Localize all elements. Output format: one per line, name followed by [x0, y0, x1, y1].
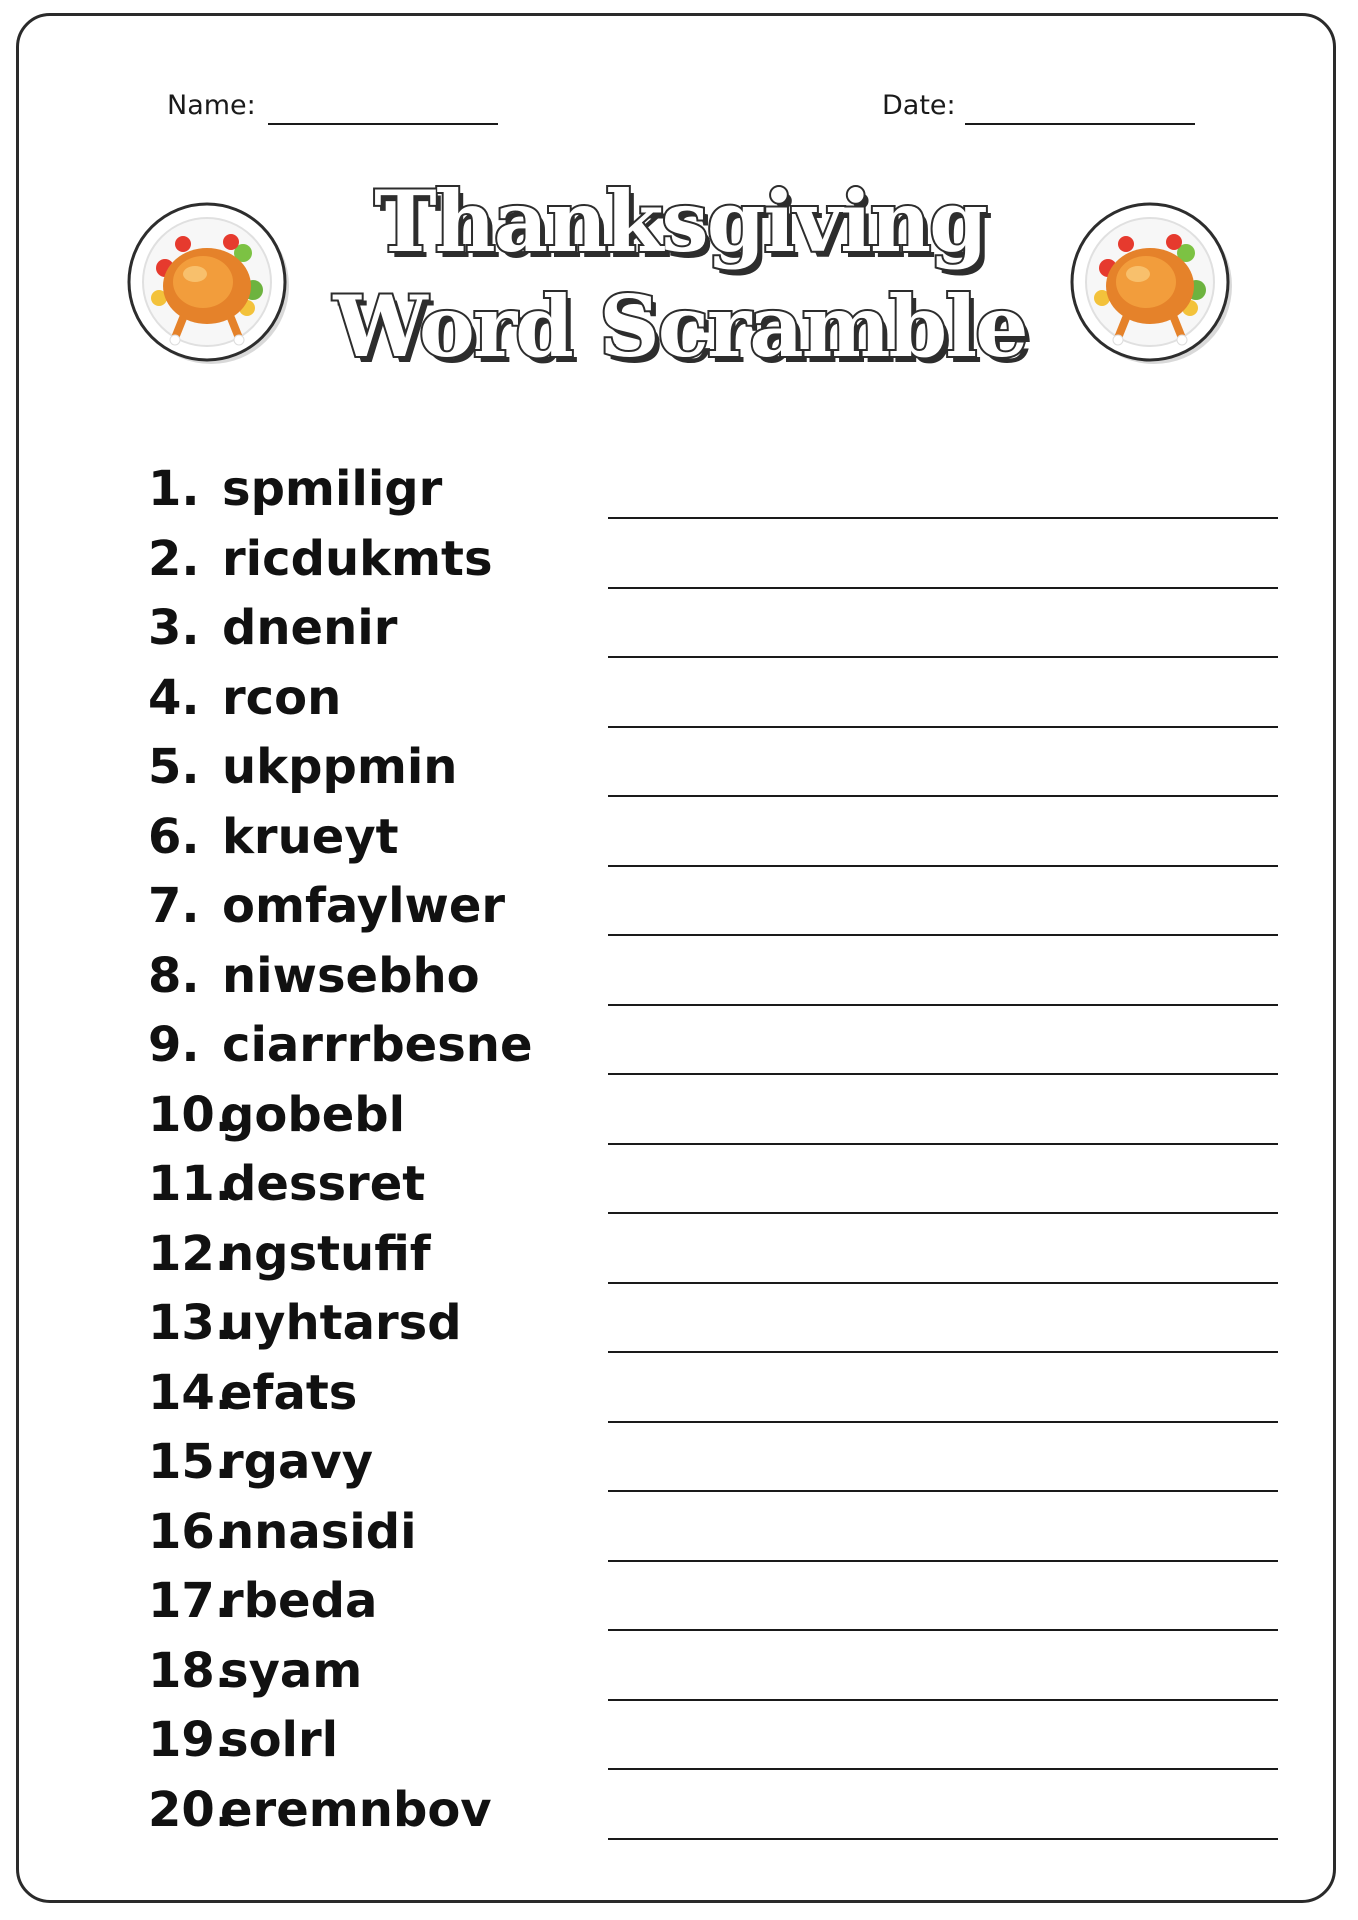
answer-line[interactable] — [608, 1838, 1278, 1840]
scrambled-word: ricdukmts — [222, 530, 493, 587]
scrambled-word: syam — [220, 1642, 363, 1699]
scrambled-word: efats — [220, 1364, 358, 1421]
list-item — [148, 876, 506, 936]
item-number: 7. — [148, 878, 200, 934]
scrambled-word: dessret — [222, 1156, 426, 1212]
item-number: 19. — [148, 1712, 234, 1768]
item-number: 5. — [148, 739, 200, 795]
answer-line[interactable] — [608, 865, 1278, 867]
date-label: Date: — [882, 90, 956, 121]
answer-line[interactable] — [608, 795, 1278, 797]
item-number: 20. — [148, 1781, 234, 1838]
list-item — [148, 668, 342, 728]
item-number: 11. — [148, 1156, 234, 1212]
scrambled-word: krueyt — [222, 808, 399, 865]
list-item — [148, 1641, 363, 1701]
name-field[interactable] — [268, 123, 498, 125]
list-item — [148, 1571, 378, 1631]
scrambled-word: rbeda — [220, 1573, 378, 1629]
list-item — [148, 1293, 462, 1353]
answer-line[interactable] — [608, 726, 1278, 728]
item-number: 3. — [148, 600, 200, 656]
item-number: 15. — [148, 1434, 234, 1490]
scrambled-word: rgavy — [220, 1434, 373, 1490]
answer-line[interactable] — [608, 1560, 1278, 1562]
answer-line[interactable] — [608, 1490, 1278, 1492]
list-item — [148, 1154, 426, 1214]
answer-line[interactable] — [608, 1421, 1278, 1423]
list-item — [148, 946, 480, 1006]
list-item — [148, 1363, 358, 1423]
scrambled-word: eremnbov — [220, 1781, 492, 1838]
item-number: 18. — [148, 1642, 234, 1699]
scrambled-word: dnenir — [222, 600, 398, 656]
roast-turkey-right-icon — [1066, 198, 1234, 366]
item-number: 17. — [148, 1573, 234, 1629]
title-line-1: Thanksgiving — [374, 172, 986, 271]
answer-line[interactable] — [608, 1143, 1278, 1145]
title-line-2: Word Scramble — [333, 277, 1027, 376]
answer-line[interactable] — [608, 1629, 1278, 1631]
answer-line[interactable] — [608, 1212, 1278, 1214]
scrambled-word: ngstufif — [220, 1225, 431, 1282]
date-field[interactable] — [965, 123, 1195, 125]
list-item — [148, 1224, 431, 1284]
list-item — [148, 1432, 373, 1492]
scrambled-word: solrl — [220, 1712, 339, 1768]
answer-line[interactable] — [608, 587, 1278, 589]
scrambled-word: spmiligr — [222, 461, 443, 517]
scrambled-word: ciarrrbesne — [222, 1017, 533, 1073]
list-item — [148, 459, 443, 519]
scrambled-word: niwsebho — [222, 947, 480, 1004]
scrambled-word: omfaylwer — [222, 878, 506, 934]
item-number: 6. — [148, 808, 200, 865]
scrambled-word: gobebl — [220, 1086, 406, 1143]
answer-line[interactable] — [608, 1004, 1278, 1006]
answer-line[interactable] — [608, 934, 1278, 936]
item-number: 14. — [148, 1364, 234, 1421]
item-number: 9. — [148, 1017, 200, 1073]
answer-line[interactable] — [608, 517, 1278, 519]
scrambled-word: rcon — [222, 669, 342, 726]
item-number: 2. — [148, 530, 200, 587]
item-number: 4. — [148, 669, 200, 726]
item-number: 13. — [148, 1295, 234, 1351]
answer-line[interactable] — [608, 1768, 1278, 1770]
item-number: 16. — [148, 1503, 234, 1560]
list-item — [148, 1780, 492, 1840]
item-number: 12. — [148, 1225, 234, 1282]
list-item — [148, 1710, 339, 1770]
scrambled-word: ukppmin — [222, 739, 458, 795]
answer-line[interactable] — [608, 1282, 1278, 1284]
item-number: 8. — [148, 947, 200, 1004]
list-item — [148, 1502, 417, 1562]
list-item — [148, 1085, 406, 1145]
answer-line[interactable] — [608, 656, 1278, 658]
item-number: 10. — [148, 1086, 234, 1143]
scrambled-word: uyhtarsd — [220, 1295, 462, 1351]
answer-line[interactable] — [608, 1073, 1278, 1075]
item-number: 1. — [148, 461, 200, 517]
list-item — [148, 737, 458, 797]
roast-turkey-left-icon — [123, 198, 291, 366]
answer-line[interactable] — [608, 1351, 1278, 1353]
list-item — [148, 598, 398, 658]
list-item — [148, 807, 399, 867]
list-item — [148, 529, 493, 589]
name-label: Name: — [167, 90, 256, 121]
list-item — [148, 1015, 533, 1075]
scrambled-word: nnasidi — [220, 1503, 417, 1560]
answer-line[interactable] — [608, 1699, 1278, 1701]
